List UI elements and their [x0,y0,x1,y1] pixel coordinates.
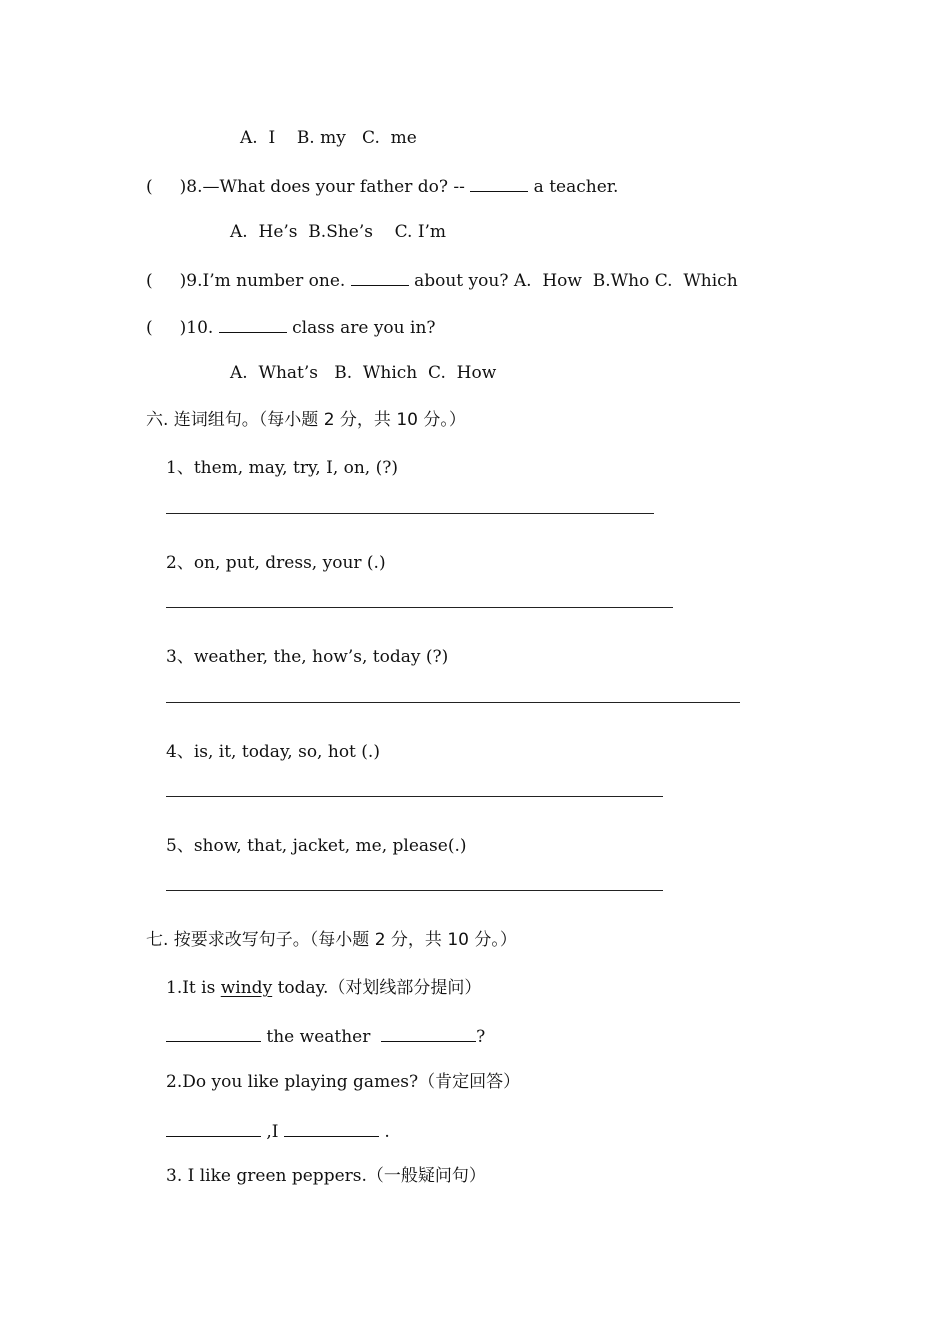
section6-answer-line-1[interactable] [166,513,654,514]
section7-answer1-mid: the weather [261,1027,382,1047]
section7-item1-underlined: windy [220,978,273,998]
section6-item-4: 4、is, it, today, so, hot (.) [166,742,380,762]
section6-item-5: 5、show, that, jacket, me, please(.) [166,836,467,856]
section7-answer2-blank-2[interactable] [284,1120,379,1137]
q10-options: A. What’s B. Which C. How [230,363,497,383]
q9-stem [146,269,738,291]
q8-paren: ( ) [146,177,187,197]
section7-answer-1 [166,1025,485,1047]
q10-stem-before: 10. [186,318,219,338]
q10-paren: ( ) [146,318,187,338]
q10-stem [146,316,436,338]
q9-stem-after: about you? A. How B.Who C. Which [408,271,738,291]
section7-answer1-blank-1[interactable] [166,1025,261,1042]
section7-answer2-mid: ,I [261,1122,284,1142]
q9-blank[interactable] [351,269,409,286]
section7-item-3: 3. I like green peppers.（一般疑问句） [166,1166,486,1186]
q8-stem-after: a teacher. [528,177,619,197]
q8-stem [146,175,618,197]
q8-blank[interactable] [470,175,528,192]
section7-answer1-blank-2[interactable] [381,1025,476,1042]
section6-answer-line-2[interactable] [166,607,673,608]
section7-answer2-end: . [378,1122,390,1142]
section7-item1-pre: 1.It is [166,978,221,998]
section7-title: 七. 按要求改写句子。（每小题 2 分，共 10 分。） [146,930,517,950]
q9-stem-before: 9.I’m number one. [186,271,351,291]
section6-answer-line-3[interactable] [166,702,740,703]
section6-title: 六. 连词组句。（每小题 2 分，共 10 分。） [146,410,466,430]
section6-item-2: 2、on, put, dress, your (.) [166,553,386,573]
q7-options: A. I B. my C. me [240,128,417,148]
q10-blank[interactable] [219,316,287,333]
q9-paren: ( ) [146,271,187,291]
section6-answer-line-4[interactable] [166,796,663,797]
section7-answer-2 [166,1120,390,1142]
section6-item-3: 3、weather, the, how’s, today (?) [166,647,449,667]
section7-item1-post: today.（对划线部分提问） [272,978,482,998]
q8-stem-before: 8.—What does your father do? -- [186,177,471,197]
section7-item-1 [166,978,481,998]
section7-answer1-end: ? [476,1027,486,1047]
section7-answer2-blank-1[interactable] [166,1120,261,1137]
section6-item-1: 1、them, may, try, I, on, (?) [166,458,398,478]
q10-stem-after: class are you in? [286,318,436,338]
section6-answer-line-5[interactable] [166,890,663,891]
section7-item-2: 2.Do you like playing games?（肯定回答） [166,1072,521,1092]
q8-options: A. He’s B.She’s C. I’m [230,222,447,242]
